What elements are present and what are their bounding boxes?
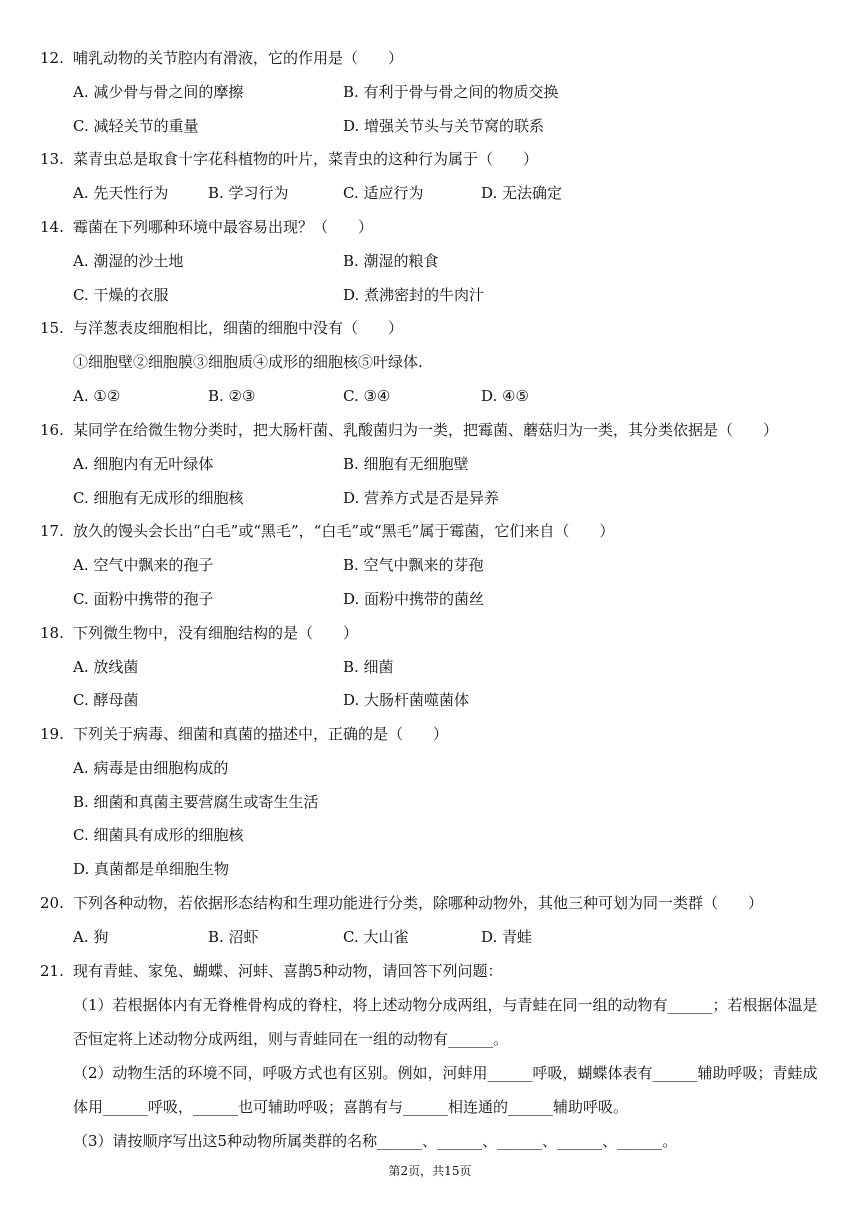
option-a: A. 细胞内有无叶绿体 — [73, 455, 214, 473]
option-b: B. 有利于骨与骨之间的物质交换 — [343, 83, 559, 101]
option-a: A. 狗 — [73, 928, 109, 946]
option-a: A. 先天性行为 — [73, 184, 169, 202]
question-number: 12. — [40, 49, 64, 67]
option-a: A. 潮湿的沙土地 — [73, 252, 184, 270]
option-c: C. ③④ — [343, 387, 391, 405]
question-number: 18. — [40, 624, 64, 642]
sub-question-text: 体用______呼吸，______也可辅助呼吸；喜鹊有与______相连通的______辅助呼吸。 — [73, 1098, 629, 1116]
question-number: 21. — [40, 962, 64, 980]
question-number: 15. — [40, 319, 64, 337]
question-number: 19. — [40, 725, 64, 743]
option-b: B. 细菌和真菌主要营腐生或寄生生活 — [73, 793, 319, 811]
question-number: 14. — [40, 218, 64, 236]
question-number: 16. — [40, 421, 64, 439]
option-d: D. 青蛙 — [481, 928, 533, 946]
option-d: D. 大肠杆菌噬菌体 — [343, 691, 470, 709]
option-a: A. 放线菌 — [73, 658, 139, 676]
option-b: B. 潮湿的粮食 — [343, 252, 439, 270]
option-c: C. 面粉中携带的孢子 — [73, 590, 214, 608]
question-text: 与洋葱表皮细胞相比，细菌的细胞中没有（ ） — [73, 319, 404, 337]
option-d: D. 煮沸密封的牛肉汁 — [343, 286, 485, 304]
option-d: D. 真菌都是单细胞生物 — [73, 860, 230, 878]
question-text: 下列各种动物，若依据形态结构和生理功能进行分类，除哪种动物外，其他三种可划为同一类群（ ） — [73, 894, 764, 912]
option-c: C. 减轻关节的重量 — [73, 117, 199, 135]
option-b: B. 空气中飘来的芽孢 — [343, 556, 484, 574]
question-text: 哺乳动物的关节腔内有滑液，它的作用是（ ） — [73, 49, 404, 67]
option-b: B. 沼虾 — [208, 928, 259, 946]
question-number: 20. — [40, 894, 64, 912]
sub-question-text: （1）若根据体内有无脊椎骨构成的脊柱，将上述动物分成两组，与青蛙在同一组的动物有______；若根据体温是 — [73, 996, 818, 1014]
option-d: D. 无法确定 — [481, 184, 563, 202]
question-text: 霉菌在下列哪种环境中最容易出现？（ ） — [73, 218, 374, 236]
option-b: B. 细菌 — [343, 658, 394, 676]
option-b: B. ②③ — [208, 387, 256, 405]
question-text: 下列微生物中，没有细胞结构的是（ ） — [73, 624, 359, 642]
sub-question-text: 否恒定将上述动物分成两组，则与青蛙同在一组的动物有______。 — [73, 1030, 509, 1048]
option-c: C. 细菌具有成形的细胞核 — [73, 826, 244, 844]
option-c: C. 细胞有无成形的细胞核 — [73, 489, 244, 507]
option-d: D. ④⑤ — [481, 387, 529, 405]
option-b: B. 细胞有无细胞壁 — [343, 455, 469, 473]
question-extra-text: ①细胞壁②细胞膜③细胞质④成形的细胞核⑤叶绿体. — [73, 353, 423, 371]
option-c: C. 酵母菌 — [73, 691, 139, 709]
option-d: D. 面粉中携带的菌丝 — [343, 590, 485, 608]
question-text: 下列关于病毒、细菌和真菌的描述中，正确的是（ ） — [73, 725, 449, 743]
question-text: 放久的馒头会长出“白毛”或“黑毛”，“白毛”或“黑毛”属于霉菌，它们来自（ ） — [73, 522, 615, 540]
option-c: C. 大山雀 — [343, 928, 409, 946]
option-c: C. 干燥的衣服 — [73, 286, 169, 304]
question-number: 13. — [40, 150, 64, 168]
option-a: A. ①② — [73, 387, 121, 405]
option-c: C. 适应行为 — [343, 184, 424, 202]
option-a: A. 病毒是由细胞构成的 — [73, 759, 229, 777]
question-text: 某同学在给微生物分类时，把大肠杆菌、乳酸菌归为一类，把霉菌、蘑菇归为一类，其分类依据是（ ） — [73, 421, 779, 439]
option-d: D. 营养方式是否是异养 — [343, 489, 500, 507]
sub-question-text: （2）动物生活的环境不同，呼吸方式也有区别。例如，河蚌用______呼吸，蝴蝶体表有______辅助呼吸；青蛙成 — [73, 1064, 818, 1082]
option-a: A. 减少骨与骨之间的摩擦 — [73, 83, 244, 101]
option-a: A. 空气中飘来的孢子 — [73, 556, 214, 574]
page-footer: 第2页，共15页 — [388, 1164, 472, 1178]
question-number: 17. — [40, 522, 64, 540]
question-text: 菜青虫总是取食十字花科植物的叶片，菜青虫的这种行为属于（ ） — [73, 150, 539, 168]
sub-question-text: （3）请按顺序写出这5种动物所属类群的名称______、______、______、______、______。 — [73, 1132, 678, 1150]
option-b: B. 学习行为 — [208, 184, 289, 202]
option-d: D. 增强关节头与关节窝的联系 — [343, 117, 545, 135]
question-text: 现有青蛙、家兔、蝴蝶、河蚌、喜鹊5种动物，请回答下列问题： — [73, 962, 503, 980]
